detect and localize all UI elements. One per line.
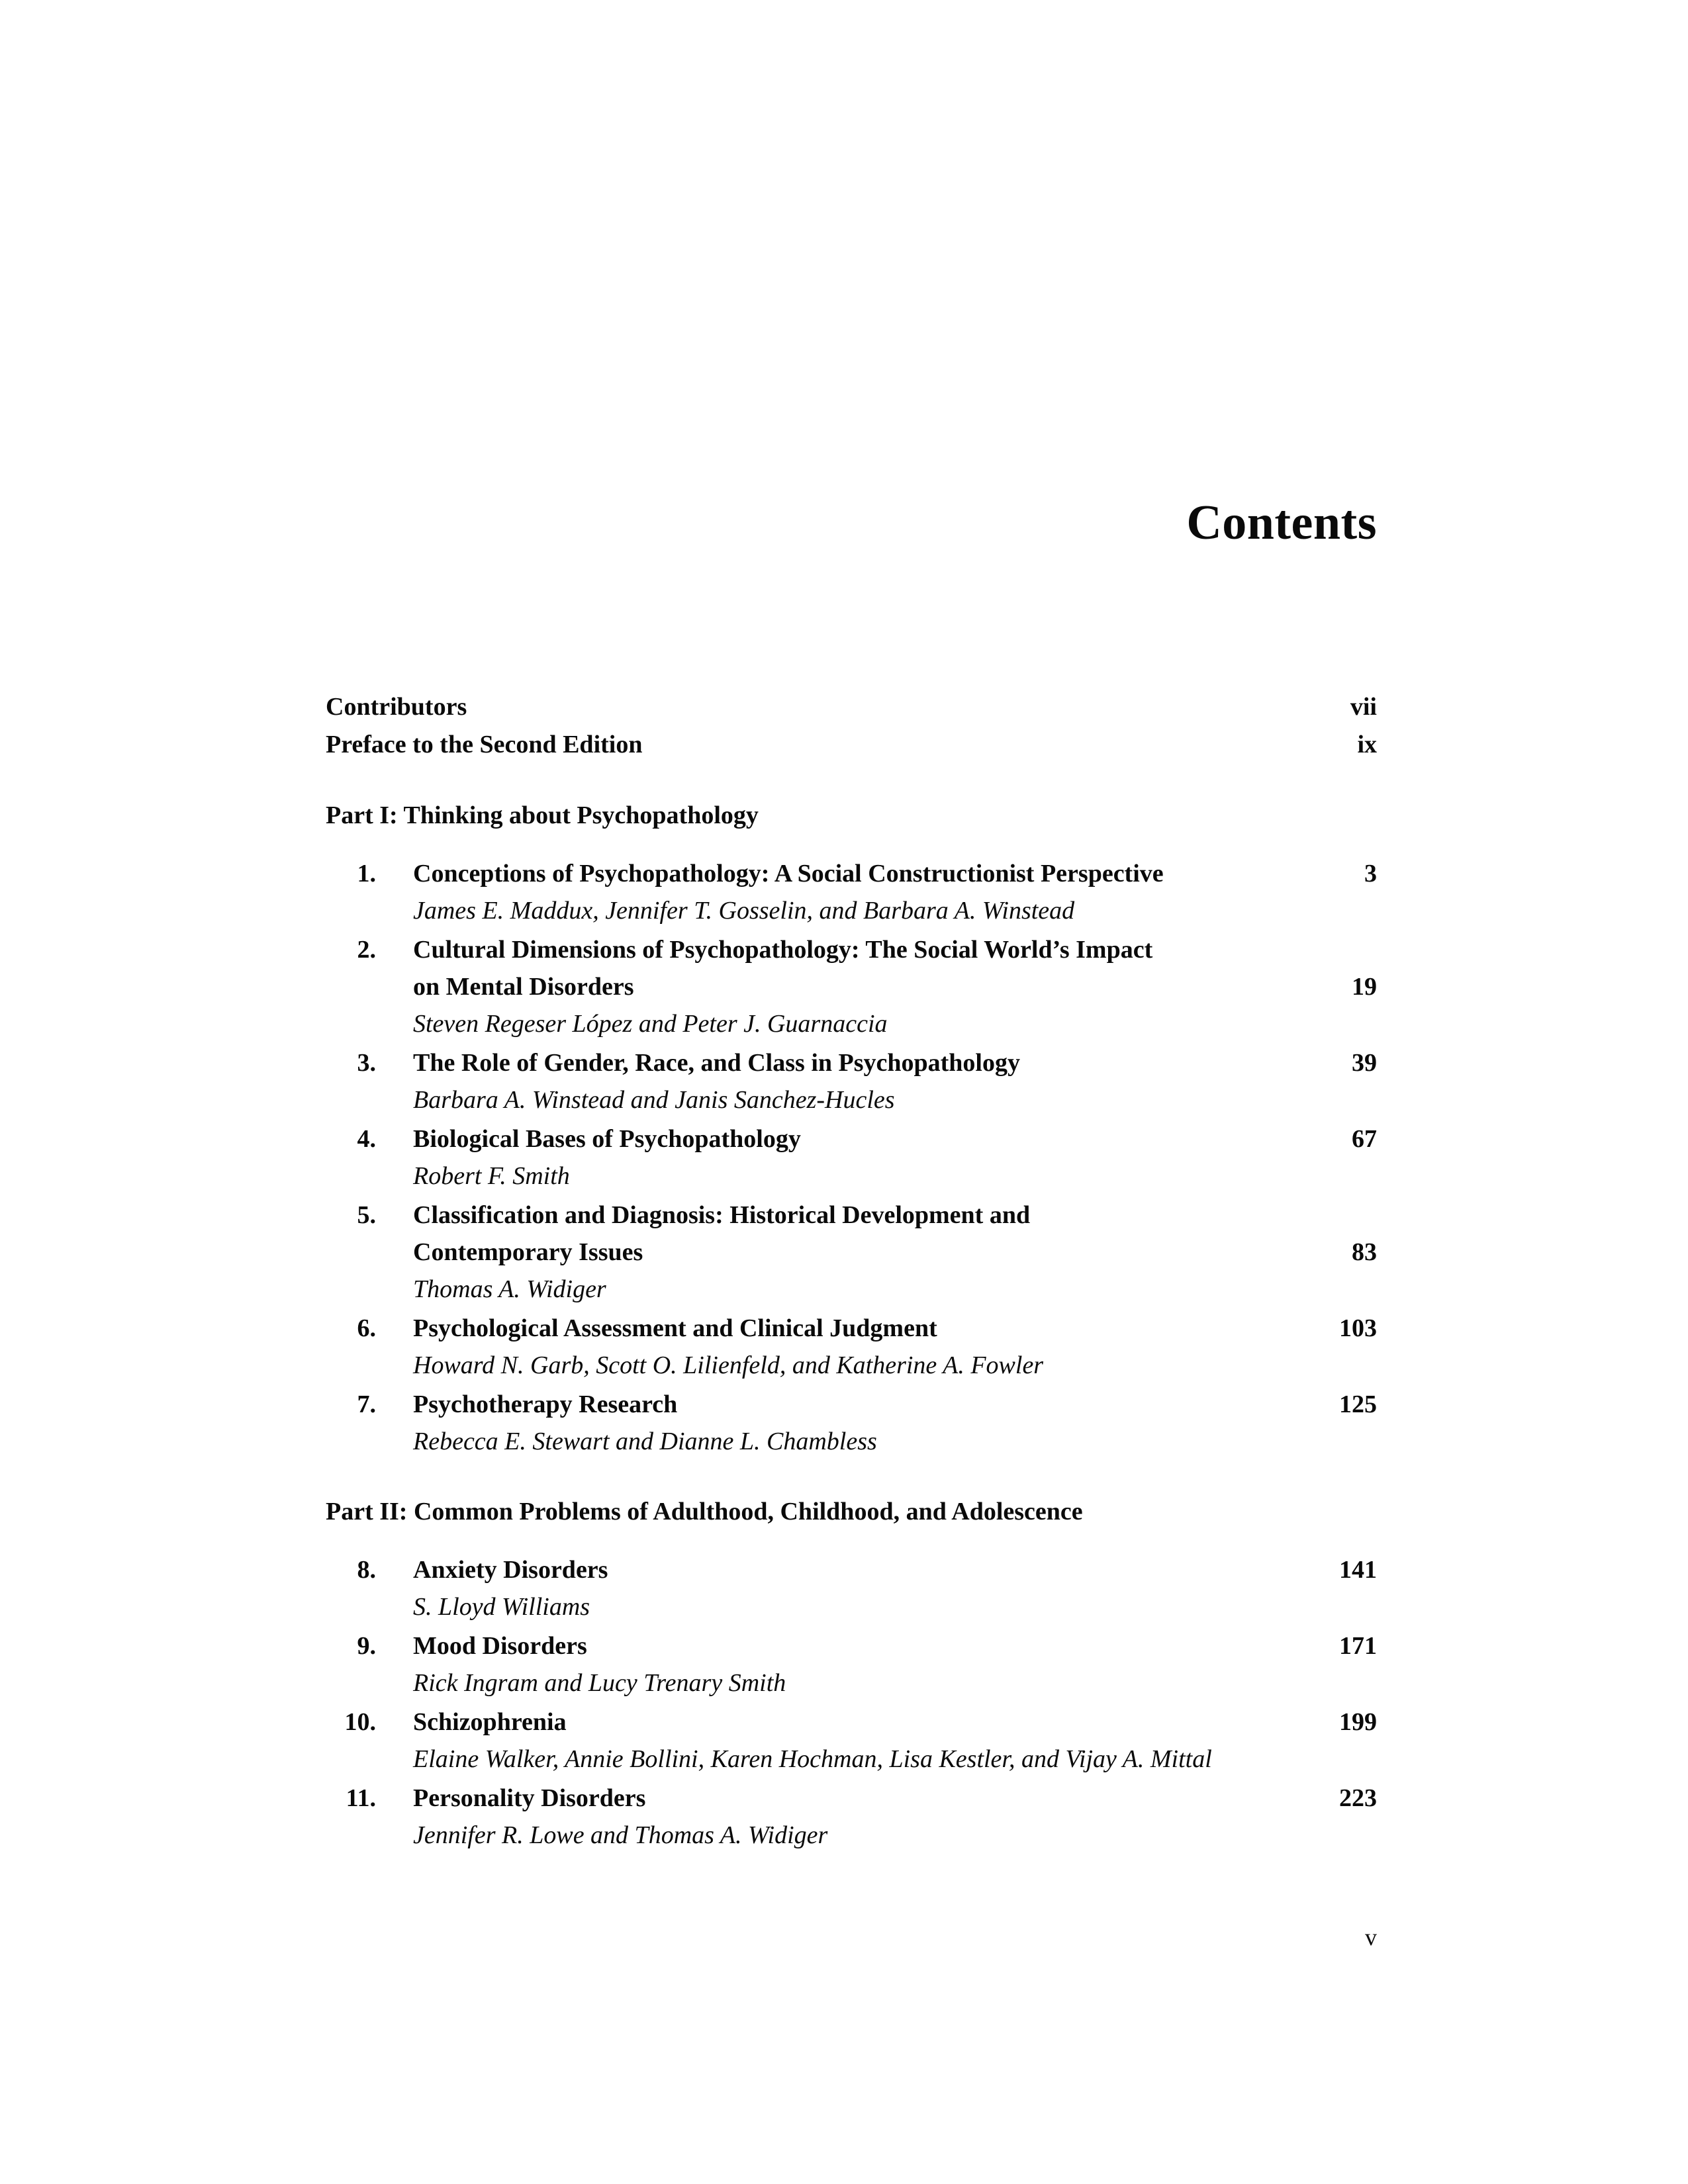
front-matter-label: Preface to the Second Edition [326, 731, 643, 758]
chapter-number: 1. [357, 860, 376, 887]
chapter-page-number: 125 [1339, 1390, 1377, 1418]
chapter-authors: Howard N. Garb, Scott O. Lilienfeld, and Katherine A. Fowler [413, 1351, 1044, 1379]
chapter-number: 5. [357, 1201, 376, 1229]
chapter-main-row [326, 1386, 1377, 1423]
front-matter-list [326, 688, 1377, 764]
chapter-title: Psychological Assessment and Clinical Judgment [413, 1314, 937, 1342]
chapter-number: 7. [357, 1390, 376, 1418]
chapter-main-row [326, 1627, 1377, 1664]
chapter-number: 2. [357, 936, 376, 964]
chapter-authors: James E. Maddux, Jennifer T. Gosselin, and Barbara A. Winstead [413, 897, 1075, 925]
chapter-page-number: 19 [1352, 973, 1377, 1001]
chapter-entry [326, 1197, 1377, 1308]
chapter-entry [326, 1780, 1377, 1854]
front-matter-page-number: vii [1350, 693, 1377, 721]
chapter-title: The Role of Gender, Race, and Class in Psychopathology [413, 1049, 1020, 1077]
chapter-entry [326, 1044, 1377, 1118]
parts-container [326, 797, 1377, 1854]
chapter-number: 11. [346, 1784, 376, 1812]
chapter-authors: Thomas A. Widiger [413, 1275, 606, 1303]
chapter-page-number: 171 [1339, 1632, 1377, 1660]
chapter-entry [326, 855, 1377, 929]
chapter-main-row [326, 1551, 1377, 1588]
chapter-page-number: 223 [1339, 1784, 1377, 1812]
front-matter-row [326, 726, 1377, 764]
toc-content [326, 0, 1377, 1856]
chapter-page-number: 3 [1364, 860, 1377, 887]
chapter-authors: Jennifer R. Lowe and Thomas A. Widiger [413, 1821, 828, 1849]
chapter-main-row [326, 1780, 1377, 1817]
chapter-number: 4. [357, 1125, 376, 1153]
chapter-title: Classification and Diagnosis: Historical Development and Contemporary Issues [413, 1201, 1031, 1266]
chapter-entry [326, 1704, 1377, 1778]
chapter-list [326, 1551, 1377, 1854]
chapter-number: 3. [357, 1049, 376, 1077]
chapter-main-row [326, 1120, 1377, 1158]
chapter-title: Personality Disorders [413, 1784, 646, 1812]
chapter-number: 8. [357, 1556, 376, 1584]
chapter-page-number: 83 [1352, 1238, 1377, 1266]
front-matter-page-number: ix [1357, 731, 1377, 758]
chapter-number: 6. [357, 1314, 376, 1342]
chapter-main-row [326, 1310, 1377, 1347]
chapter-page-number: 103 [1339, 1314, 1377, 1342]
chapter-entry [326, 1551, 1377, 1625]
chapter-authors: Rebecca E. Stewart and Dianne L. Chambless [413, 1428, 877, 1455]
part-heading: Part I: Thinking about Psychopathology [326, 801, 759, 829]
chapter-list [326, 855, 1377, 1460]
chapter-main-row [326, 1044, 1377, 1081]
front-matter-row [326, 688, 1377, 726]
chapter-entry [326, 1120, 1377, 1195]
chapter-title: Anxiety Disorders [413, 1556, 608, 1584]
page-title: Contents [1186, 496, 1377, 550]
chapter-entry [326, 1386, 1377, 1460]
chapter-authors: Barbara A. Winstead and Janis Sanchez-Hucles [413, 1086, 895, 1114]
chapter-entry [326, 1310, 1377, 1384]
chapter-page-number: 39 [1352, 1049, 1377, 1077]
chapter-title: Schizophrenia [413, 1708, 567, 1736]
front-matter-label: Contributors [326, 693, 467, 721]
chapter-main-row [326, 1704, 1377, 1741]
page-number-footer: v [1365, 1924, 1377, 1950]
chapter-number: 9. [357, 1632, 376, 1660]
chapter-main-row [326, 931, 1377, 1005]
chapter-page-number: 67 [1352, 1125, 1377, 1153]
chapter-authors: Elaine Walker, Annie Bollini, Karen Hochman, Lisa Kestler, and Vijay A. Mittal [413, 1745, 1212, 1773]
chapter-title: Conceptions of Psychopathology: A Social Constructionist Perspective [413, 860, 1164, 887]
part-heading: Part II: Common Problems of Adulthood, Childhood, and Adolescence [326, 1498, 1083, 1525]
chapter-main-row [326, 855, 1377, 892]
chapter-title: Biological Bases of Psychopathology [413, 1125, 801, 1153]
chapter-title: Psychotherapy Research [413, 1390, 678, 1418]
chapter-title: Mood Disorders [413, 1632, 587, 1660]
chapter-title: Cultural Dimensions of Psychopathology: The Social World’s Impact on Mental Disorders [413, 936, 1153, 1001]
chapter-number: 10. [344, 1708, 376, 1736]
chapter-authors: Rick Ingram and Lucy Trenary Smith [413, 1669, 786, 1697]
chapter-main-row [326, 1197, 1377, 1271]
chapter-entry [326, 931, 1377, 1042]
chapter-entry [326, 1627, 1377, 1702]
chapter-authors: S. Lloyd Williams [413, 1593, 590, 1621]
chapter-authors: Steven Regeser López and Peter J. Guarnaccia [413, 1010, 888, 1038]
chapter-authors: Robert F. Smith [413, 1162, 570, 1190]
chapter-page-number: 141 [1339, 1556, 1377, 1584]
chapter-page-number: 199 [1339, 1708, 1377, 1736]
